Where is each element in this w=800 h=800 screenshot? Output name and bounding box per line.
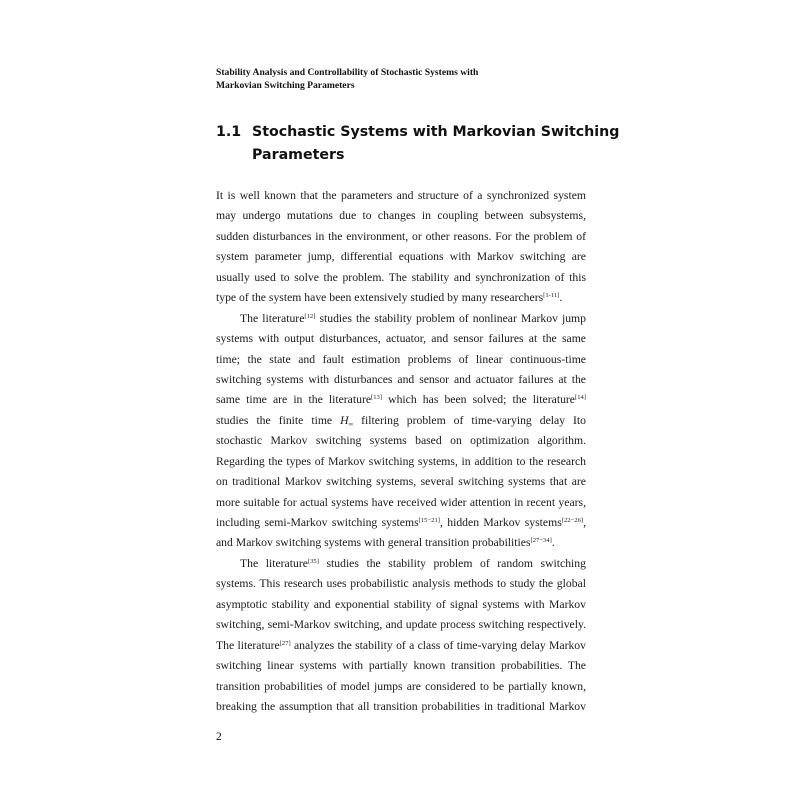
citation-ref: [15−21] [418, 517, 440, 524]
running-header [216, 66, 596, 92]
text-segment: which has been solved; the literature [382, 393, 575, 407]
text-line [216, 288, 586, 308]
text-line: may undergo mutations due to changes in coupling between subsystems, [216, 209, 586, 223]
text-line [216, 309, 586, 329]
text-segment: filtering problem of time-varying delay Ito [353, 413, 586, 427]
text-segment: , hidden Markov systems [439, 516, 562, 529]
text-line: systems with output disturbances, actuator, and sensor failures at the same [216, 332, 586, 346]
text-line [216, 411, 586, 431]
h-letter: H [340, 413, 349, 427]
text-segment: same time are in the literature [216, 393, 372, 407]
running-title-line-1: Stability Analysis and Controllability of Stochastic Systems with [216, 67, 479, 78]
paragraph-2 [216, 309, 586, 554]
section-title-line-2: Parameters [252, 147, 345, 163]
text-line: It is well known that the parameters and structure of a synchronized system [216, 189, 586, 202]
text-line: switching linear systems with partially known transition probabilities. The [216, 659, 586, 673]
citation-ref: [1-11] [543, 292, 560, 300]
text-line [216, 554, 586, 574]
running-title-line-2: Markovian Switching Parameters [216, 80, 355, 91]
text-segment: The literature [240, 556, 308, 570]
text-line: Regarding the types of Markov switching systems, in addition to the research [216, 454, 586, 468]
text-line: switching systems with disturbances and sensor and actuator failures at the [216, 372, 586, 386]
text-line [216, 533, 586, 553]
text-segment: and Markov switching systems with general transition probabilities [216, 536, 531, 550]
citation-ref: [27−34] [530, 537, 552, 545]
section-title-line-1: Stochastic Systems with Markovian Switching [252, 124, 620, 140]
text-segment: . [551, 536, 555, 550]
citation-ref: [12] [304, 312, 316, 320]
text-line: systems. This research uses probabilistic analysis methods to study the global [216, 577, 586, 591]
citation-ref: [14] [575, 394, 586, 402]
citation-ref: [27] [279, 639, 291, 647]
text-line [216, 513, 586, 533]
text-segment: type of the system have been extensively studied by many researchers [216, 291, 544, 305]
h-infinity-symbol [340, 414, 353, 427]
text-line: transition probabilities of model jumps are considered to be partially known, [216, 679, 586, 693]
section-number: 1.1 [216, 124, 242, 140]
text-segment: studies the stability problem of random switching [318, 556, 586, 570]
text-line: usually used to solve the problem. The stability and synchronization of this [216, 270, 586, 284]
text-segment: , [583, 516, 586, 529]
text-segment: studies the stability problem of nonlinear Markov jump [315, 311, 586, 325]
text-segment: . [559, 291, 563, 305]
text-line [216, 636, 586, 656]
text-line: switching, semi-Markov switching, and update process switching respectively. [216, 618, 586, 632]
body-text [216, 186, 586, 717]
text-line: system parameter jump, differential equations with Markov switching are [216, 250, 586, 264]
paragraph-1 [216, 186, 586, 309]
paragraph-3 [216, 554, 586, 718]
text-line: asymptotic stability and exponential stability of signal systems with Markov [216, 597, 586, 611]
text-segment: The literature [240, 311, 305, 325]
text-line: sudden disturbances in the environment, or other reasons. For the problem of [216, 229, 586, 243]
citation-ref: [22−26] [561, 517, 584, 524]
text-segment: analyzes the stability of a class of time-varying delay Markov [290, 638, 586, 652]
citation-ref: [35] [307, 557, 319, 565]
text-line: on traditional Markov switching systems, several switching systems that are [216, 475, 586, 489]
text-line: more suitable for actual systems have received wider attention in recent years, [216, 495, 586, 509]
text-line: breaking the assumption that all transition probabilities in traditional Markov [216, 699, 586, 713]
text-line: stochastic Markov switching systems based on optimization algorithm. [216, 434, 586, 448]
text-segment: studies the finite time [216, 413, 341, 427]
text-segment: The literature [216, 638, 280, 652]
text-line: time; the state and fault estimation problems of linear continuous-time [216, 352, 586, 366]
text-segment: including semi-Markov switching systems [216, 516, 419, 529]
text-line [216, 390, 586, 410]
infinity-subscript: ∞ [348, 420, 354, 428]
page-number: 2 [216, 731, 222, 743]
section-title [252, 121, 620, 167]
citation-ref: [13] [371, 394, 383, 402]
